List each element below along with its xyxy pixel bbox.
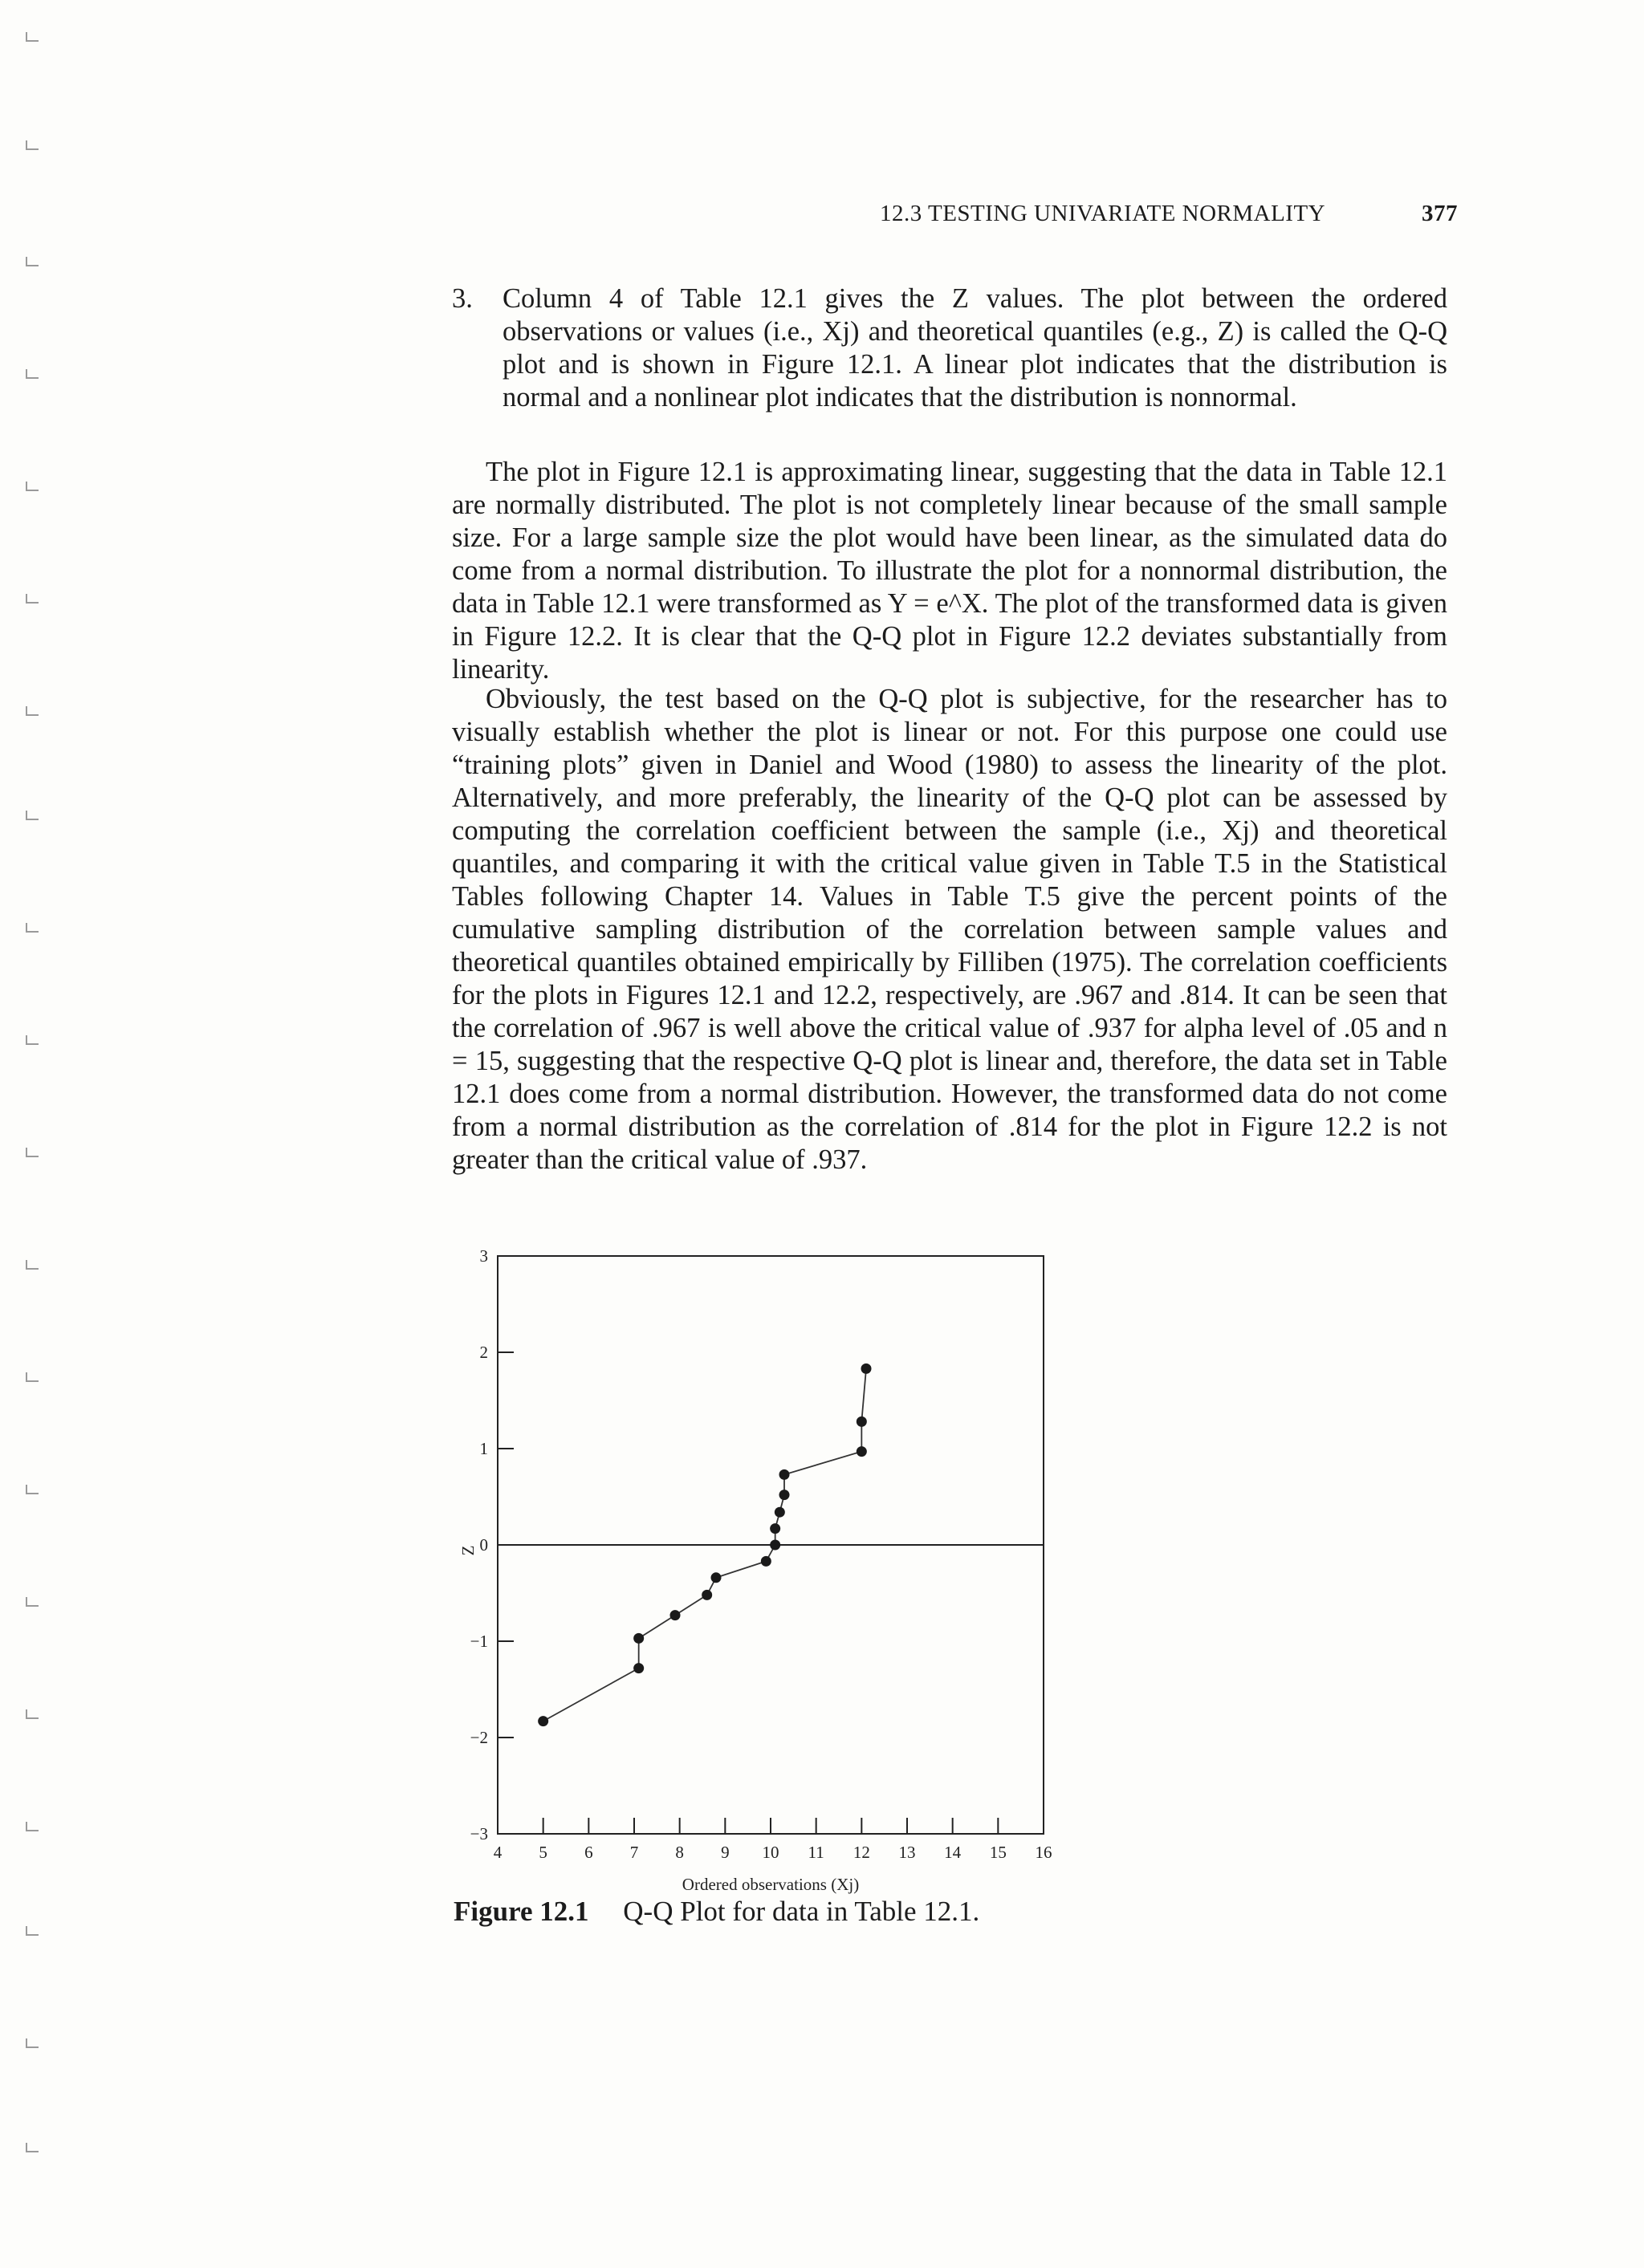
x-tick-label: 6 bbox=[584, 1843, 593, 1862]
binding-edge-marks bbox=[11, 0, 40, 2268]
y-tick-label: 1 bbox=[479, 1439, 488, 1458]
y-tick-label: 0 bbox=[479, 1535, 488, 1555]
x-tick-label: 7 bbox=[629, 1843, 639, 1862]
list-item-text: Column 4 of Table 12.1 gives the Z values. The plot between the ordered observations or values (i.e., Xj) and theoretical quantiles (e.g., Z) is called the Q-Q plot and is shown in Figure 12.1. A linear plot indicates that the distribution is normal and a nonlinear plot indicates that the distribution is nonnormal. bbox=[503, 283, 1447, 413]
data-point bbox=[779, 1469, 790, 1480]
paragraph-text: The plot in Figure 12.1 is approximating linear, suggesting that the data in Table 12.1 are normally distributed. The plot is not completely linear because of the small sample size. For a large sample size the plot would have been linear, as the simulated data do come from a normal distribution. To illustrate the plot for a nonnormal distribution, the data in Table 12.1 were transformed as Y = e^X. The plot of the transformed data is given in Figure 12.2. It is clear that the Q-Q plot in Figure 12.2 deviates substantially from linearity. bbox=[452, 457, 1447, 685]
y-tick-label: 3 bbox=[479, 1246, 488, 1266]
data-point bbox=[779, 1490, 790, 1500]
data-point bbox=[861, 1364, 872, 1374]
paragraph-text: Obviously, the test based on the Q-Q plot is subjective, for the researcher has to visually establish whether the plot is linear or not. For this purpose one could use “training plots” given in Daniel and Wood (1980) to assess the linearity of the plot. Alternatively, and more preferably, the linearity of the Q-Q plot can be assessed by computing the correlation coefficient between the sample (i.e., Xj) and theoretical quantiles, and comparing it with the critical value given in Table T.5 in the Statistical Tables following Chapter 14. Values in Table T.5 give the percent points of the cumulative sampling distribution of the correlation between sample values and theoretical quantiles obtained empirically by Filliben (1975). The correlation coefficients for the plots in Figures 12.1 and 12.2, respectively, are .967 and .814. It can be seen that the correlation of .967 is well above the critical value of .937 for alpha level of .05 and n = 15, suggesting that the respective Q-Q plot is linear and, therefore, the data set in Table 12.1 does come from a normal distribution. However, the transformed data do not come from a normal distribution as the correlation of .814 for the plot in Figure 12.2 is not greater than the critical value of .937. bbox=[452, 684, 1447, 1175]
data-point bbox=[702, 1590, 712, 1600]
x-tick-label: 11 bbox=[808, 1843, 824, 1862]
data-point bbox=[775, 1507, 785, 1518]
figure-caption bbox=[454, 1896, 979, 1928]
x-tick-label: 10 bbox=[762, 1843, 779, 1862]
data-point bbox=[633, 1663, 644, 1673]
x-tick-label: 12 bbox=[853, 1843, 870, 1862]
list-item-3 bbox=[452, 282, 1447, 414]
data-point bbox=[633, 1633, 644, 1644]
x-tick-label: 14 bbox=[944, 1843, 962, 1862]
y-tick-label: 2 bbox=[479, 1343, 488, 1362]
data-point bbox=[670, 1610, 681, 1620]
x-axis-label: Ordered observations (Xj) bbox=[682, 1875, 860, 1894]
y-tick-label: −2 bbox=[470, 1728, 488, 1747]
paragraph-1 bbox=[452, 456, 1447, 686]
x-tick-label: 8 bbox=[675, 1843, 684, 1862]
x-tick-label: 16 bbox=[1035, 1843, 1052, 1862]
data-point bbox=[538, 1716, 548, 1726]
x-tick-label: 4 bbox=[493, 1843, 503, 1862]
y-axis-label: Z bbox=[458, 1545, 478, 1556]
qq-plot-chart bbox=[450, 1232, 1076, 1898]
data-point bbox=[857, 1446, 867, 1457]
y-tick-label: −3 bbox=[470, 1824, 488, 1843]
qq-plot-figure bbox=[450, 1232, 1076, 1898]
figure-caption-text: Q-Q Plot for data in Table 12.1. bbox=[623, 1896, 980, 1927]
data-point bbox=[857, 1416, 867, 1427]
x-tick-label: 15 bbox=[989, 1843, 1007, 1862]
x-tick-label: 9 bbox=[721, 1843, 730, 1862]
section-title: 12.3 TESTING UNIVARIATE NORMALITY bbox=[880, 201, 1326, 226]
paragraph-2 bbox=[452, 683, 1447, 1177]
x-tick-label: 13 bbox=[898, 1843, 916, 1862]
data-point bbox=[770, 1523, 780, 1534]
x-tick-label: 5 bbox=[539, 1843, 547, 1862]
list-item-number: 3. bbox=[452, 283, 473, 314]
page-number: 377 bbox=[1422, 201, 1458, 226]
y-tick-label: −1 bbox=[470, 1632, 488, 1651]
data-point bbox=[770, 1540, 780, 1551]
data-point bbox=[711, 1572, 722, 1583]
running-header bbox=[880, 201, 1458, 227]
figure-label: Figure 12.1 bbox=[454, 1896, 589, 1927]
data-point bbox=[761, 1556, 771, 1567]
